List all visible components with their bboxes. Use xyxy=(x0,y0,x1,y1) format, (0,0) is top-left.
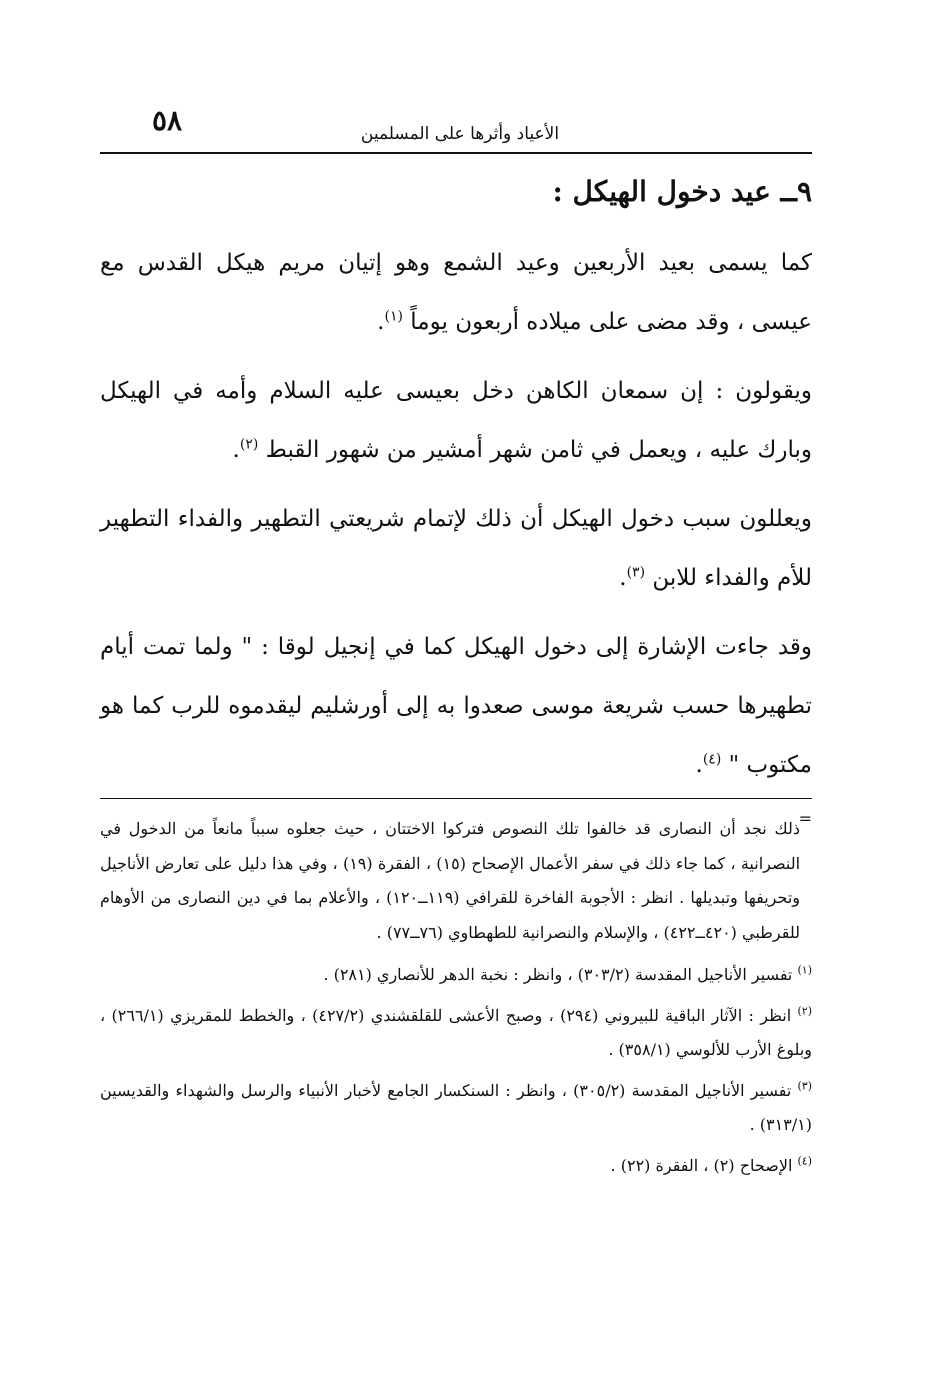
footnote-item xyxy=(100,958,812,993)
footnote-number: (٣) xyxy=(797,1079,812,1093)
footnote-text: انظر : الآثار الباقية للبيروني (٢٩٤) ، وصبح الأعشى للقلقشندي (٤٢٧/٢) ، والخطط للمقريزي (٢٦٦/١) ، وبلوغ الأرب للألوسي (٣٥٨/١) . xyxy=(100,1005,812,1059)
running-title: الأعياد وأثرها على المسلمين xyxy=(360,124,560,144)
footnote-ref[interactable]: (٤) xyxy=(702,751,722,768)
paragraph-end: . xyxy=(619,565,627,591)
footnote-separator xyxy=(100,798,812,799)
paragraph-text: كما يسمى بعيد الأربعين وعيد الشمع وهو إتيان مريم هيكل القدس مع عيسى ، وقد مضى على ميلاده أربعون يوماً xyxy=(100,250,812,335)
paragraph-end: . xyxy=(377,309,385,335)
paragraph xyxy=(100,490,812,608)
page-number: ٥٨ xyxy=(152,104,183,137)
section-heading: ٩ــ عيد دخول الهيكل : xyxy=(552,175,812,208)
footnote-continued-text: ذلك نجد أن النصارى قد خالفوا تلك النصوص فتركوا الاختتان ، حيث جعلوه سبباً مانعاً من الدخول في النصرانية ، كما جاء ذلك في سفر الأعمال الإصحاح (١٥) ، الفقرة (١٩) ، وفي هذا دليل على تعارض الأناجيل وتحريفها وتبديلها . انظر : الأجوبة الفاخرة للقرافي (١١٩ــ١٢٠) ، والأعلام بما في دين النصارى من الأوهام للقرطبي (٤٢٠ــ٤٢٢) ، والإسلام والنصرانية للطهطاوي (٧٦ــ٧٧) . xyxy=(100,819,801,942)
paragraph-text: ويقولون : إن سمعان الكاهن دخل بعيسى عليه السلام وأمه في الهيكل وبارك عليه ، ويعمل في ثامن شهر أمشير من شهور القبط xyxy=(100,378,812,463)
footnote-text: تفسير الأناجيل المقدسة (٣٠٥/٢) ، وانظر : السنكسار الجامع لأخبار الأنبياء والرسل والشهداء والقديسين (٣١٣/١) . xyxy=(100,1080,812,1134)
footnote-text: تفسير الأناجيل المقدسة (٣٠٣/٢) ، وانظر : نخبة الدهر للأنصاري (٢٨١) . xyxy=(323,965,793,984)
footnote-continued xyxy=(100,809,812,950)
paragraph xyxy=(100,362,812,480)
footnote-text: الإصحاح (٢) ، الفقرة (٢٢) . xyxy=(610,1155,793,1175)
paragraph-end: . xyxy=(232,437,240,463)
footnote-ref[interactable]: (١) xyxy=(384,308,403,325)
paragraph-end: . xyxy=(695,752,703,778)
footnote-number: (٢) xyxy=(797,1004,812,1018)
footnote-number: (٤) xyxy=(797,1154,812,1168)
paragraph xyxy=(100,618,812,795)
footnote-ref[interactable]: (٣) xyxy=(626,564,646,581)
footnote-item xyxy=(100,1149,812,1184)
footnotes xyxy=(100,809,812,1189)
footnote-ref[interactable]: (٢) xyxy=(239,436,259,453)
footnote-item xyxy=(100,1074,812,1143)
paragraph xyxy=(100,234,812,352)
main-body xyxy=(100,168,812,805)
paragraph-text: ويعللون سبب دخول الهيكل أن ذلك لإتمام شريعتي التطهير والفداء التطهير للأم والفداء للابن xyxy=(100,506,812,591)
footnote-item xyxy=(100,999,812,1068)
paragraph-text: وقد جاءت الإشارة إلى دخول الهيكل كما في إنجيل لوقا : " ولما تمت أيام تطهيرها حسب شريعة موسى صعدوا به إلى أورشليم ليقدموه للرب كما هو مكتوب " xyxy=(100,634,812,778)
continuation-mark: = xyxy=(798,809,812,828)
header-rule xyxy=(100,152,812,154)
footnote-number: (١) xyxy=(797,963,812,977)
